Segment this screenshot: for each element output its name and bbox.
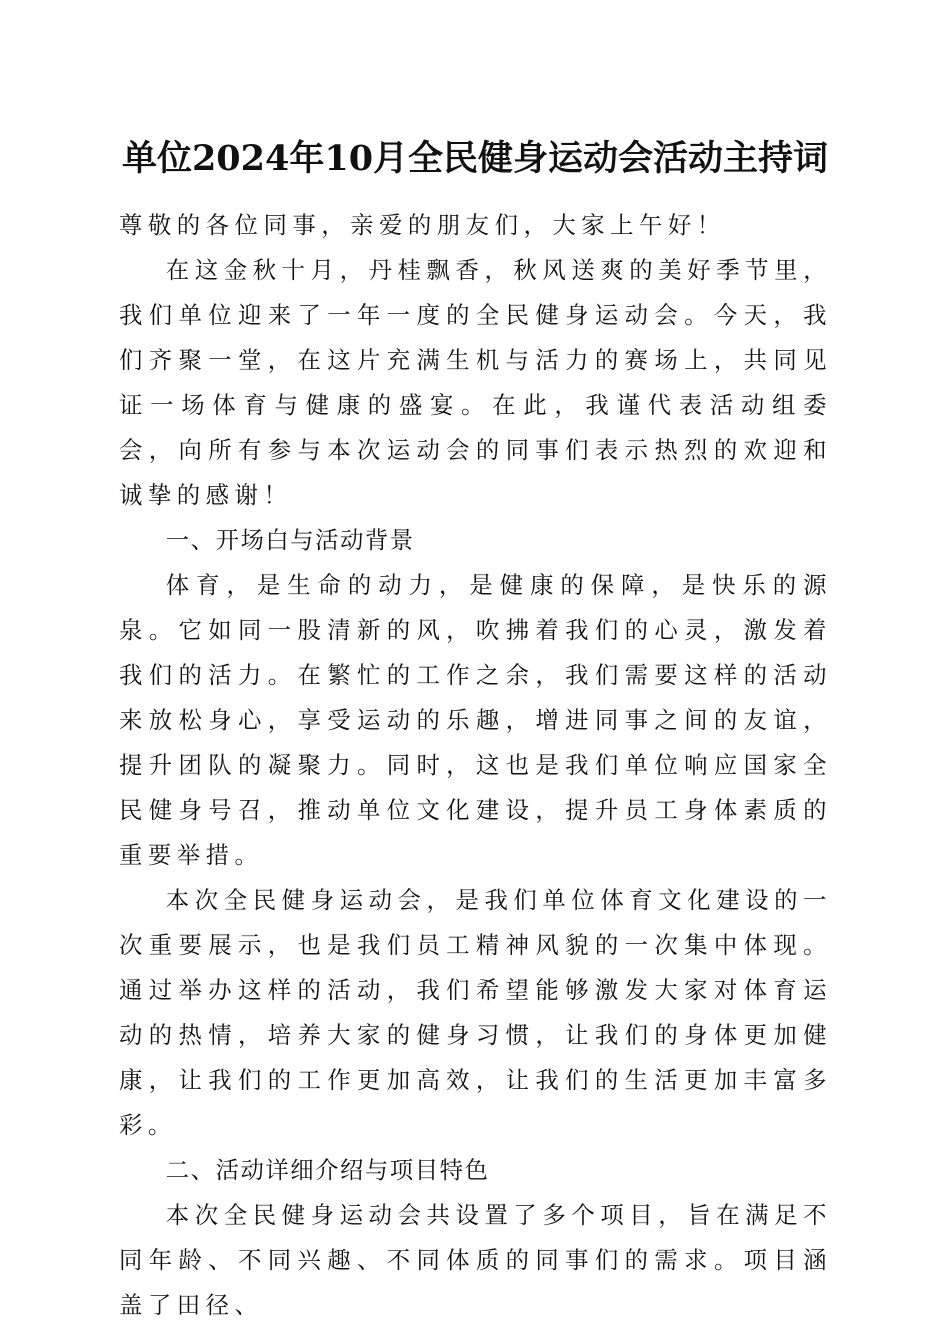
section2-paragraph-1: 本次全民健身运动会共设置了多个项目，旨在满足不同年龄、不同兴趣、不同体质的同事们的需求。项目涵盖了田径、 [119,1201,832,1319]
greeting-line: 尊敬的各位同事，亲爱的朋友们，大家上午好！ [119,211,726,239]
section1-paragraph-2: 本次全民健身运动会，是我们单位体育文化建设的一次重要展示，也是我们员工精神风貌的一次集中体现。通过举办这样的活动，我们希望能够激发大家对体育运动的热情，培养大家的健身习惯，让我们的身体更加健康，让我们的工作更加高效，让我们的生活更加丰富多彩。 [119,886,832,1139]
section-heading-1: 一、开场白与活动背景 [165,526,415,554]
document-body [119,203,832,1328]
document-title: 单位2024年10月全民健身运动会活动主持词 [121,138,829,179]
opening-paragraph: 在这金秋十月，丹桂飘香，秋风送爽的美好季节里，我们单位迎来了一年一度的全民健身运动会。今天，我们齐聚一堂，在这片充满生机与活力的赛场上，共同见证一场体育与健康的盛宴。在此，我谨代表活动组委会，向所有参与本次运动会的同事们表示热烈的欢迎和诚挚的感谢！ [119,256,832,509]
section1-paragraph-1: 体育，是生命的动力，是健康的保障，是快乐的源泉。它如同一股清新的风，吹拂着我们的心灵，激发着我们的活力。在繁忙的工作之余，我们需要这样的活动来放松身心，享受运动的乐趣，增进同事之间的友谊，提升团队的凝聚力。同时，这也是我们单位响应国家全民健身号召，推动单位文化建设，提升员工身体素质的重要举措。 [119,571,832,869]
section-heading-2: 二、活动详细介绍与项目特色 [165,1156,490,1184]
